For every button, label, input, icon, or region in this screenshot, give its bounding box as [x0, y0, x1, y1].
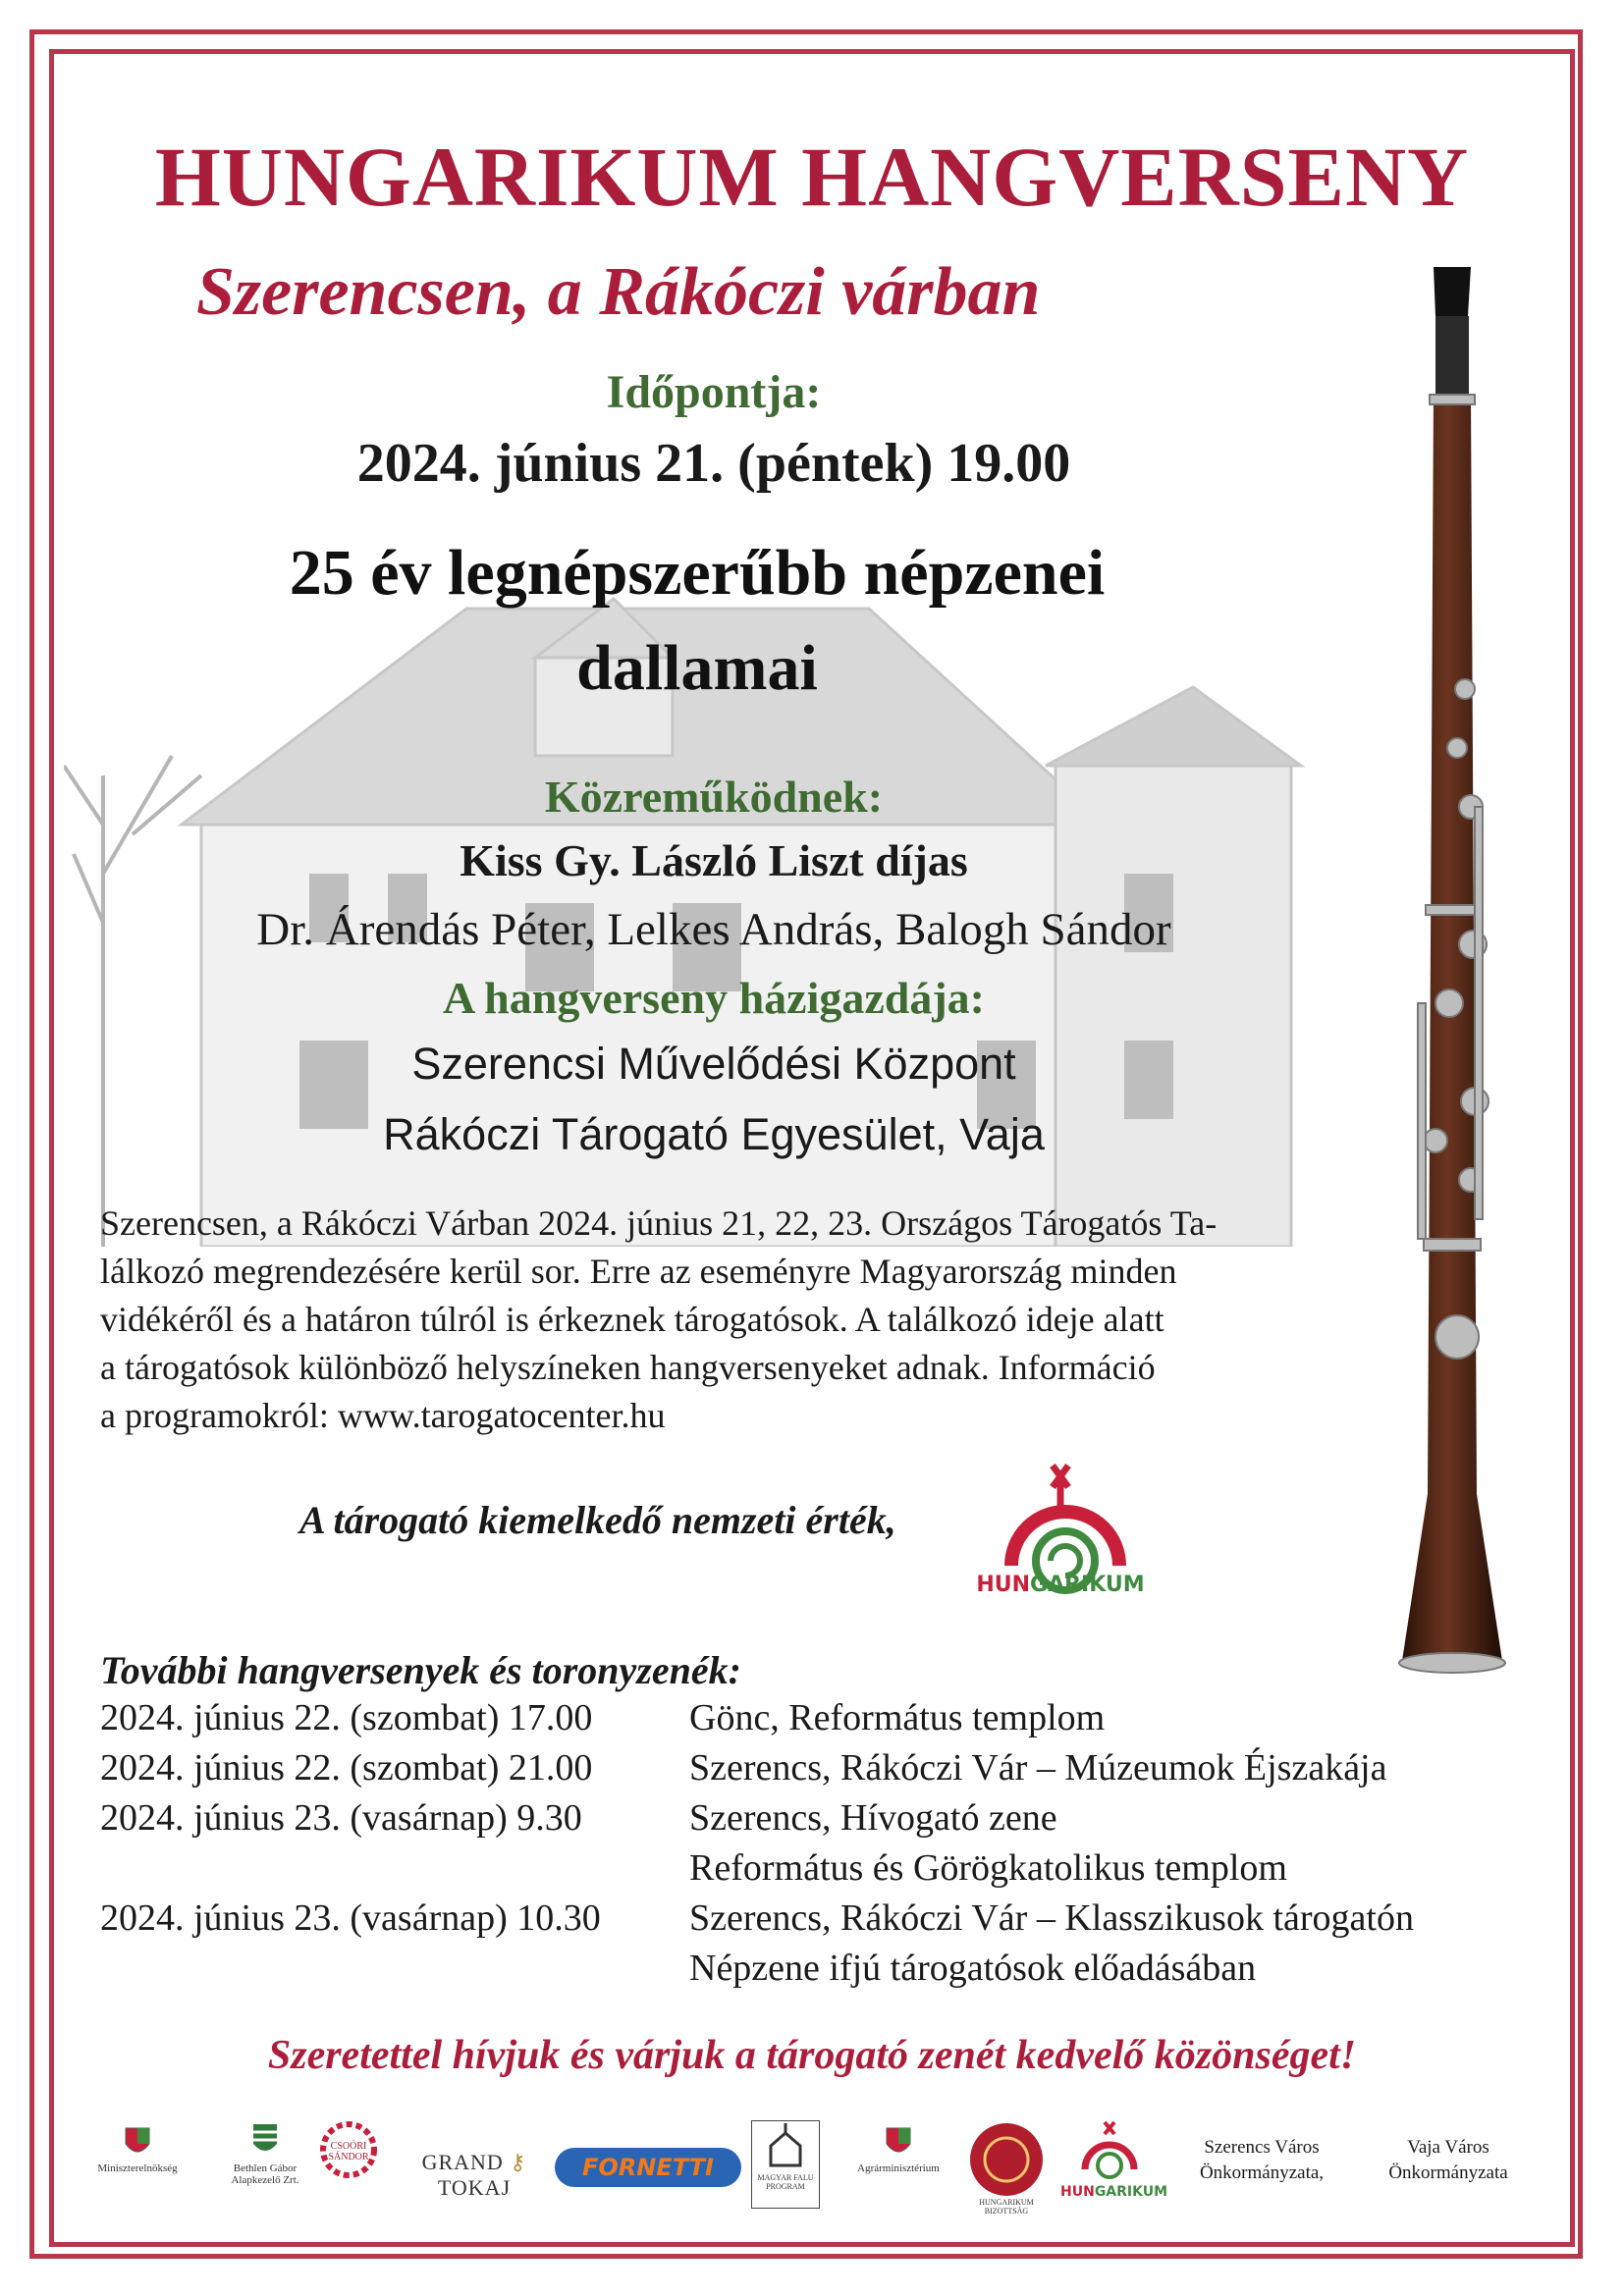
hungarikum-swirl-icon: [1075, 2120, 1144, 2179]
description-line: lálkozó megrendezésére kerül sor. Erre az eseményre Magyarország minden: [100, 1252, 1177, 1291]
fornetti-logo: FORNETTI: [555, 2148, 741, 2187]
church-icon: [761, 2121, 810, 2170]
vaja-city-council: Vaja Város Önkormányzata: [1388, 2137, 1508, 2183]
time-label: Időpontja:: [606, 366, 822, 418]
headline-line-1: 25 év legnépszerűbb népzenei: [289, 537, 1106, 609]
bethlen-shield-icon: [250, 2120, 280, 2160]
event-place: Református és Görögkatolikus templom: [689, 1847, 1287, 1889]
lead-performer: Kiss Gy. László Liszt díjas: [460, 835, 968, 885]
description-line: a tárogatósok különböző helyszíneken hangversenyeket adnak. Információ: [100, 1348, 1156, 1387]
events-heading: További hangversenyek és toronyzenék:: [100, 1648, 741, 1692]
hungarikum-bizottsag-logo: HUNGARIKUM BIZOTTSÁG: [962, 2120, 1051, 2216]
agrarminiszterium-logo: Agrárminisztérium: [844, 2120, 952, 2174]
host-1: Szerencsi Művelődési Központ: [411, 1039, 1016, 1089]
hungarikum-logo-text: HUNGARIKUM: [976, 1573, 1145, 1597]
hungarikum-seal-icon: [967, 2120, 1046, 2199]
bethlen-gabor-logo: Bethlen Gábor Alapkezelő Zrt.: [226, 2120, 304, 2186]
event-date: 2024. június 23. (vasárnap) 10.30: [100, 1897, 601, 1939]
subtitle: Szerencsen, a Rákóczi várban: [196, 254, 1041, 330]
event-place: Szerencs, Hívogató zene: [689, 1797, 1057, 1839]
headline: [157, 525, 1237, 716]
csoori-sandor-logo: CSOÓRI SÁNDOR: [309, 2120, 388, 2163]
event-place: Szerencs, Rákóczi Vár – Klasszikusok tárogatón: [689, 1897, 1414, 1939]
value-statement: A tárogató kiemelkedő nemzeti érték,: [299, 1498, 896, 1542]
host-2: Rákóczi Tárogató Egyesület, Vaja: [383, 1109, 1045, 1159]
description: [100, 1200, 1367, 1440]
event-place: Népzene ifjú tárogatósok előadásában: [689, 1948, 1257, 1989]
description-line: vidékéről és a határon túlról is érkeznek tárogatósok. A találkozó ideje alatt: [100, 1300, 1164, 1339]
description-line: Szerencsen, a Rákóczi Várban 2024. június 21, 22, 23. Országos Tárogatós Ta-: [100, 1203, 1218, 1243]
closing-invitation: Szeretettel hívjuk és várjuk a tárogató zenét kedvelő közönséget!: [267, 2033, 1357, 2078]
event-date: 2024. június 22. (szombat) 21.00: [100, 1747, 593, 1789]
host-label: A hangverseny házigazdája:: [443, 973, 985, 1023]
coat-of-arms-icon: [123, 2120, 152, 2160]
performers-list: Dr. Árendás Péter, Lelkes András, Balogh Sándor: [256, 904, 1171, 955]
tarogato-instrument-image: [1355, 257, 1551, 1730]
event-place: Szerencs, Rákóczi Vár – Múzeumok Éjszakája: [689, 1747, 1387, 1789]
contributors-label: Közreműködnek:: [544, 772, 884, 822]
hungarikum-small-logo: HUNGARIKUM: [1060, 2120, 1159, 2200]
event-date: 2024. június 23. (vasárnap) 9.30: [100, 1797, 582, 1839]
headline-line-2: dallamai: [576, 632, 818, 704]
grand-tokaj-logo: GRAND ⚷ TOKAJ: [421, 2150, 527, 2200]
event-place: Gönc, Református templom: [689, 1697, 1106, 1738]
event-date: 2024. június 21. (péntek) 19.00: [356, 433, 1071, 494]
key-icon: ⚷: [510, 2150, 527, 2174]
description-line: a programokról: www.tarogatocenter.hu: [100, 1396, 666, 1435]
magyar-falu-program-logo: MAGYAR FALU PROGRAM: [751, 2120, 820, 2209]
szerencs-city-council: Szerencs Város Önkormányzata,: [1199, 2137, 1325, 2183]
event-date: 2024. június 22. (szombat) 17.00: [100, 1697, 593, 1738]
coat-of-arms-icon: [884, 2120, 913, 2160]
sponsor-logos: [88, 2120, 1542, 2228]
main-title: HUNGARIKUM HANGVERSENY: [154, 130, 1470, 224]
miniszterelnokseg-logo: Miniszterelnökség: [88, 2120, 187, 2174]
